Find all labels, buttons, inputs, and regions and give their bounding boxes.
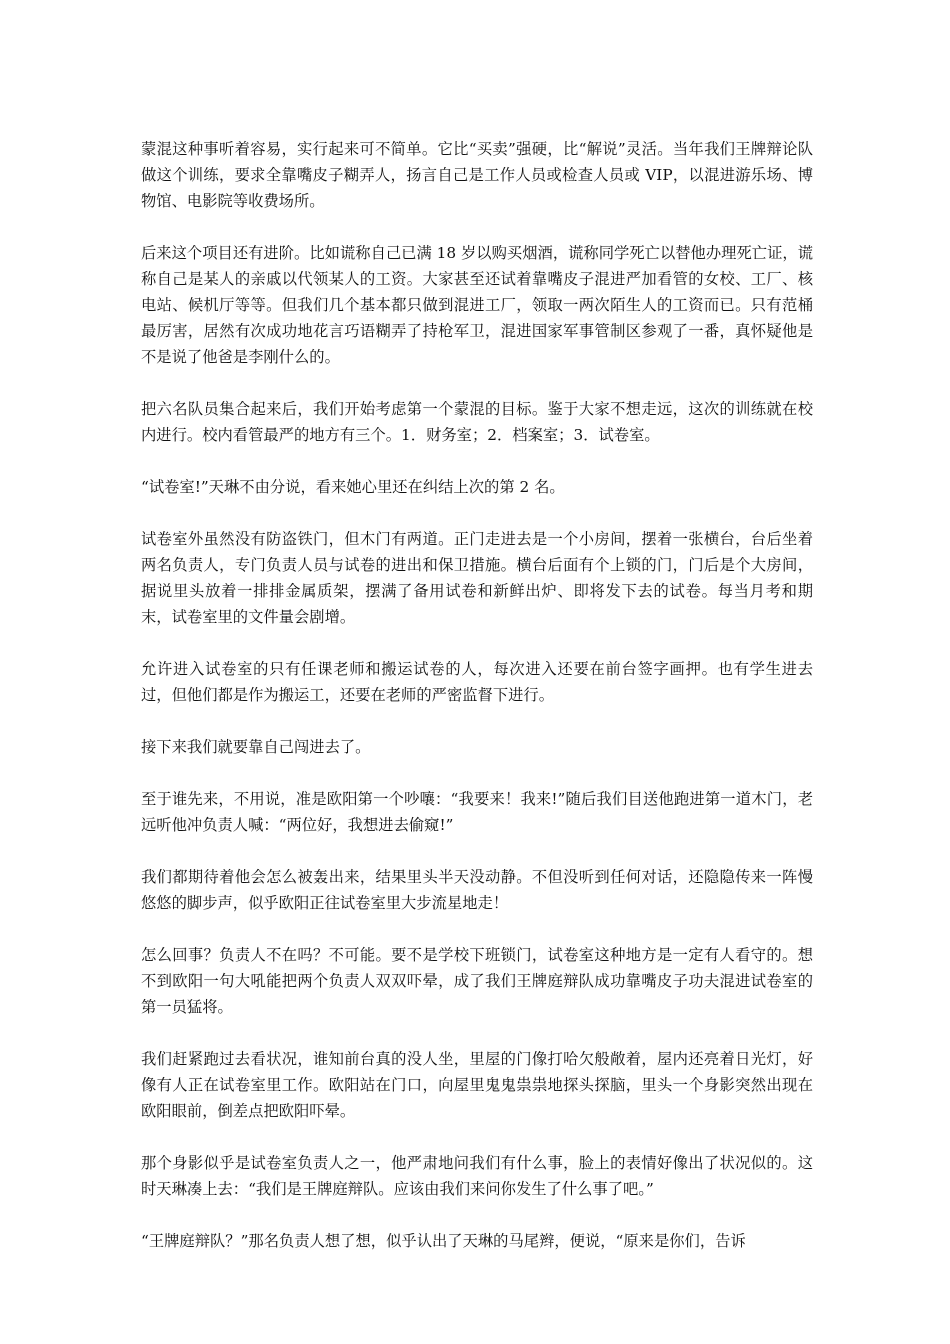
- paragraph-12: 那个身影似乎是试卷室负责人之一，他严肃地问我们有什么事，脸上的表情好像出了状况似的。这时天琳凑上去：“我们是王牌庭辩队。应该由我们来问你发生了什么事了吧。”: [141, 1154, 813, 1198]
- paragraph-10: 怎么回事？负责人不在吗？不可能。要不是学校下班锁门，试卷室这种地方是一定有人看守的。想不到欧阳一句大吼能把两个负责人双双吓晕，成了我们王牌庭辩队成功靠嘴皮子功夫混进试卷室的第一员猛将。: [141, 946, 813, 1016]
- paragraph-2: 后来这个项目还有进阶。比如谎称自己已满 18 岁以购买烟酒，谎称同学死亡以替他办理死亡证，谎称自己是某人的亲戚以代领某人的工资。大家甚至还试着靠嘴皮子混进严加看管的女校、工厂、核电站、候机厅等等。但我们几个基本都只做到混进工厂，领取一两次陌生人的工资而已。只有范桶最厉害，居然有次成功地花言巧语糊弄了持枪军卫，混进国家军事管制区参观了一番，真怀疑他是不是说了他爸是李刚什么的。: [141, 244, 813, 366]
- paragraph-11: 我们赶紧跑过去看状况，谁知前台真的没人坐，里屋的门像打哈欠般敞着，屋内还亮着日光灯，好像有人正在试卷室里工作。欧阳站在门口，向屋里鬼鬼祟祟地探头探脑，里头一个身影突然出现在欧阳眼前，倒差点把欧阳吓晕。: [141, 1050, 813, 1120]
- paragraph-9: 我们都期待着他会怎么被轰出来，结果里头半天没动静。不但没听到任何对话，还隐隐传来一阵慢悠悠的脚步声，似乎欧阳正往试卷室里大步流星地走！: [141, 868, 813, 912]
- paragraph-7: 接下来我们就要靠自己闯进去了。: [141, 738, 371, 756]
- paragraph-3: 把六名队员集合起来后，我们开始考虑第一个蒙混的目标。鉴于大家不想走远，这次的训练就在校内进行。校内看管最严的地方有三个。1．财务室；2．档案室；3．试卷室。: [141, 400, 813, 444]
- paragraph-4: “试卷室!”天琳不由分说，看来她心里还在纠结上次的第 2 名。: [141, 478, 565, 496]
- paragraph-1: 蒙混这种事听着容易，实行起来可不简单。它比“买卖”强硬，比“解说”灵活。当年我们王牌辩论队做这个训练，要求全靠嘴皮子糊弄人，扬言自己是工作人员或检查人员或 VIP，以混进游乐场、博物馆、电影院等收费场所。: [141, 140, 813, 210]
- paragraph-5: 试卷室外虽然没有防盗铁门，但木门有两道。正门走进去是一个小房间，摆着一张横台，台后坐着两名负责人，专门负责人员与试卷的进出和保卫措施。横台后面有个上锁的门，门后是个大房间，据说里头放着一排排金属质架，摆满了备用试卷和新鲜出炉、即将发下去的试卷。每当月考和期末，试卷室里的文件量会剧增。: [141, 530, 813, 626]
- document-body: [141, 136, 813, 1280]
- paragraph-8: 至于谁先来，不用说，准是欧阳第一个吵嚷：“我要来！我来!”随后我们目送他跑进第一道木门，老远听他冲负责人喊：“两位好，我想进去偷窥!”: [141, 790, 813, 834]
- paragraph-13: “王牌庭辩队？”那名负责人想了想，似乎认出了天琳的马尾辫，便说，“原来是你们，告诉: [141, 1232, 746, 1250]
- paragraph-6: 允许进入试卷室的只有任课老师和搬运试卷的人，每次进入还要在前台签字画押。也有学生进去过，但他们都是作为搬运工，还要在老师的严密监督下进行。: [141, 660, 813, 704]
